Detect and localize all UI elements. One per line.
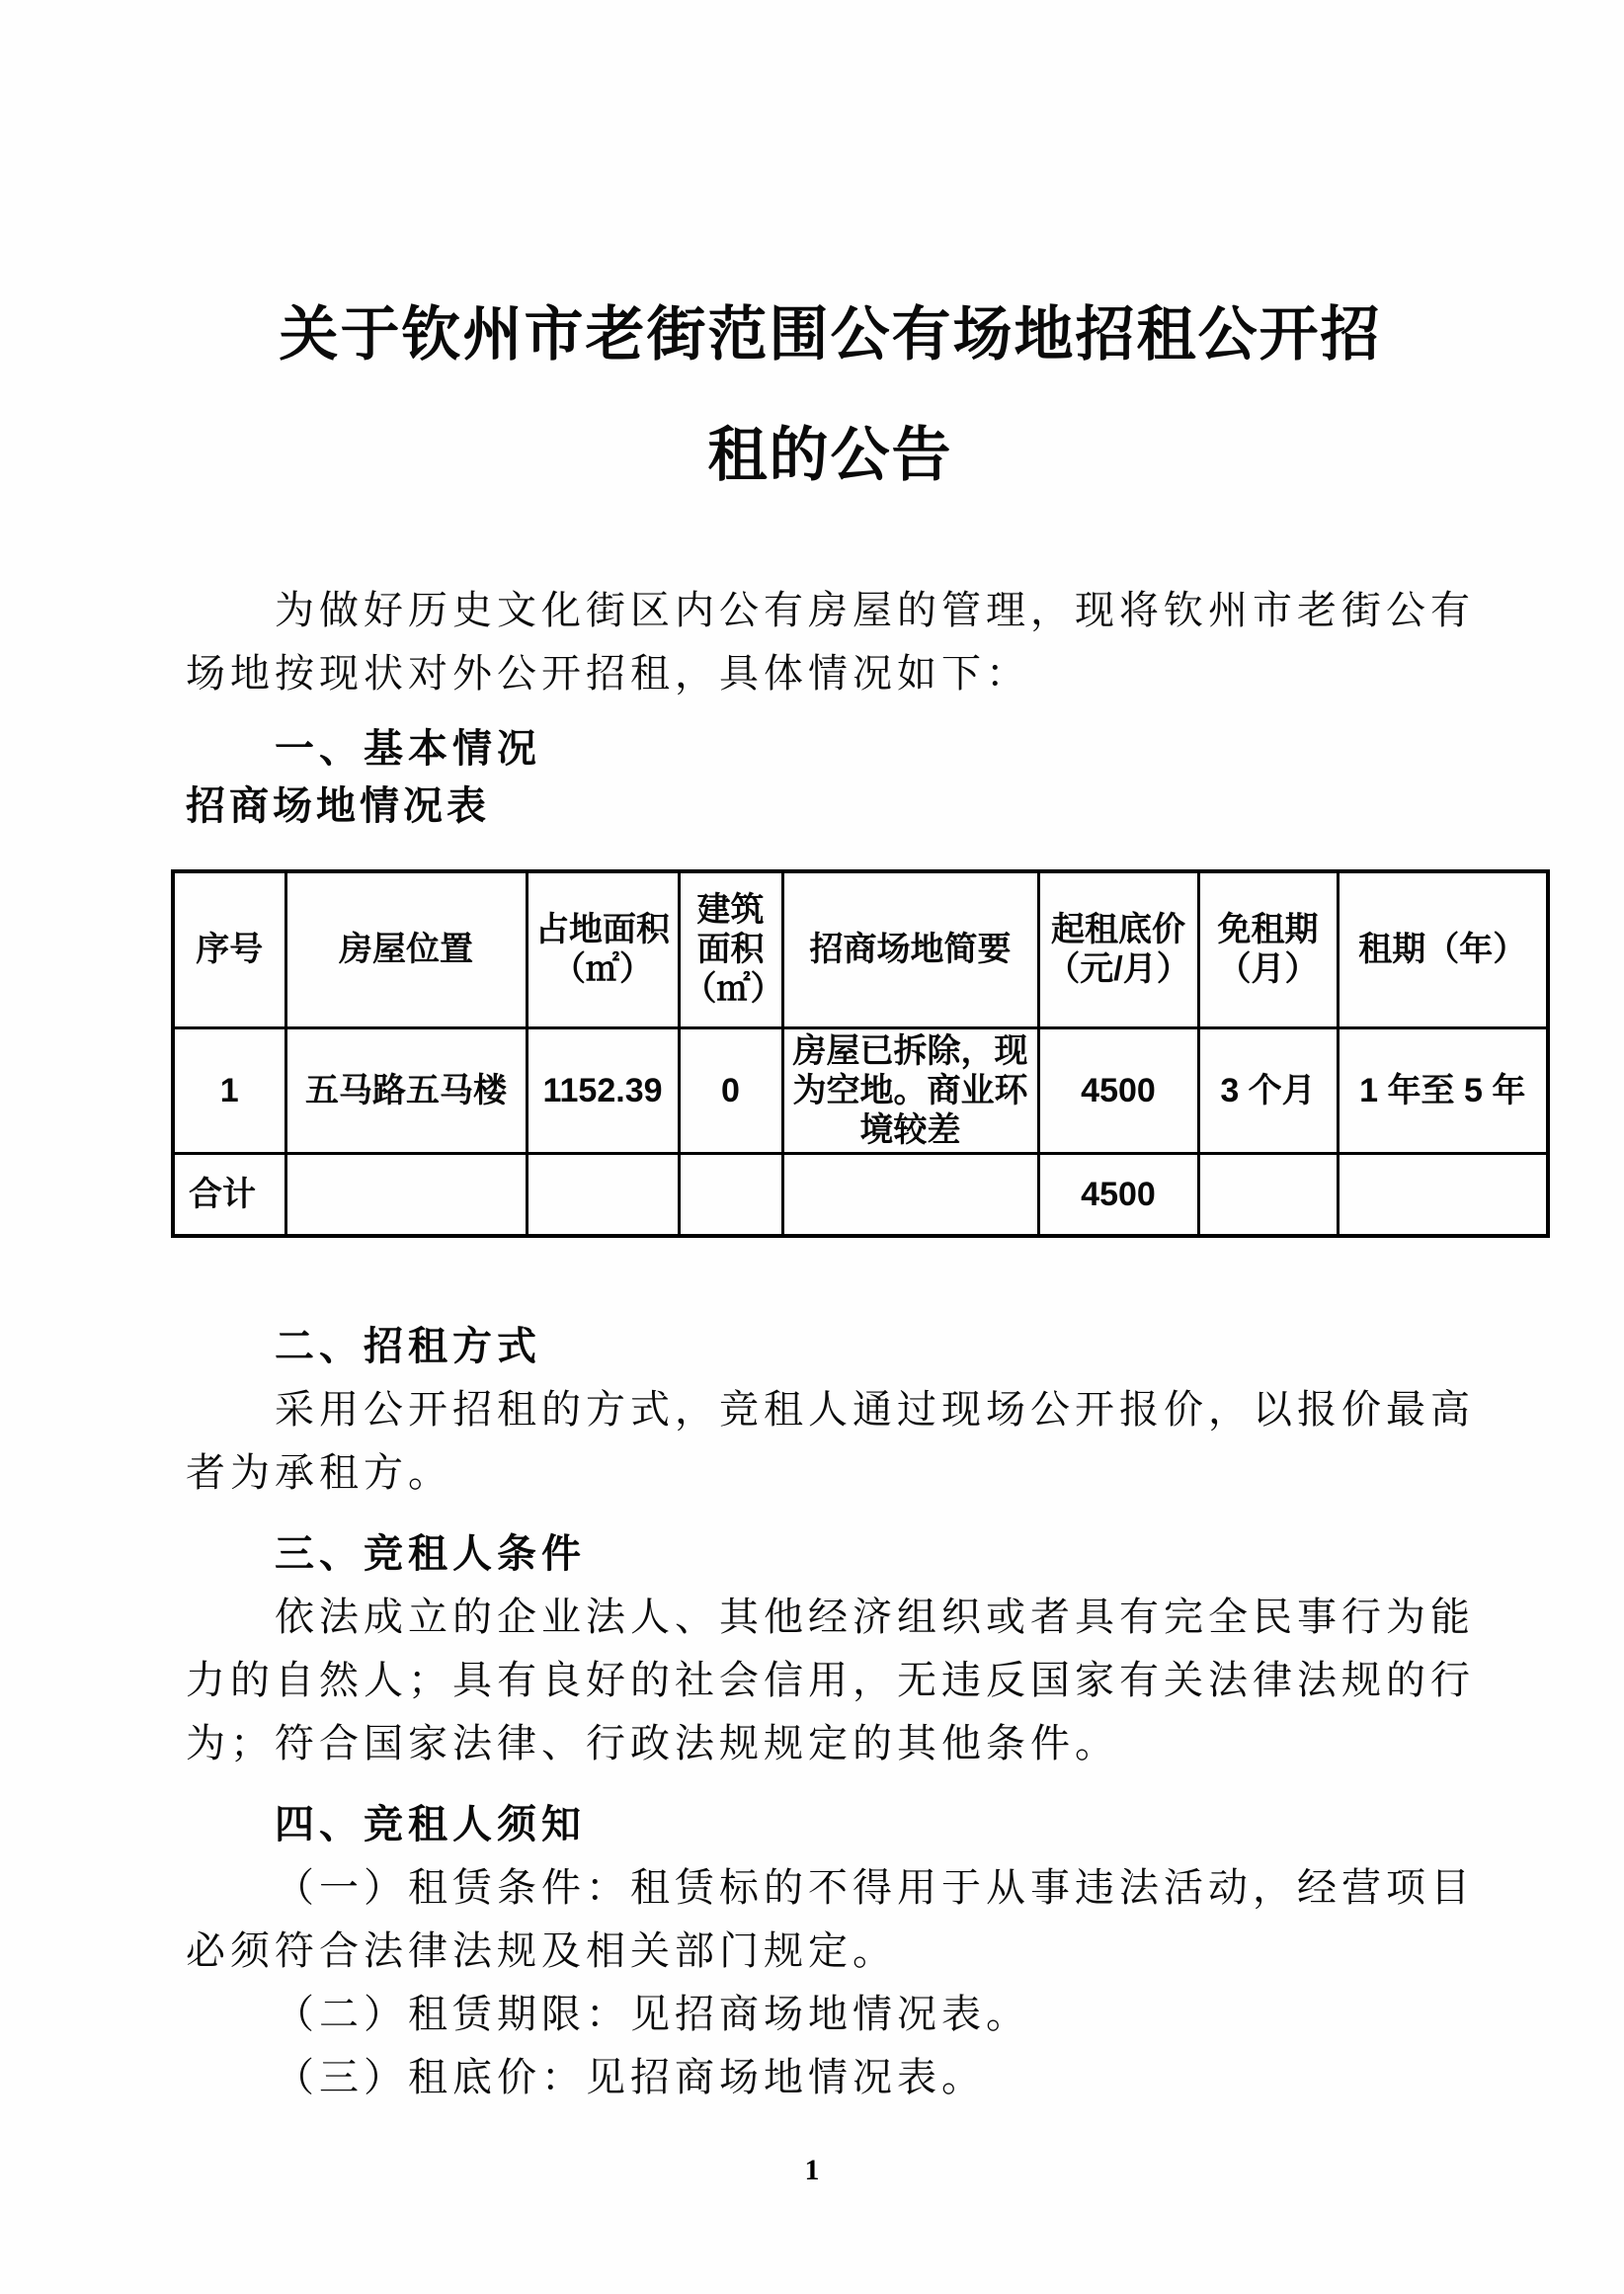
- cell-total-building-area: [679, 1153, 782, 1236]
- col-header-lease-term: 租期（年）: [1338, 871, 1548, 1027]
- venue-table: [171, 869, 1550, 1238]
- intro-paragraph: 为做好历史文化街区内公有房屋的管理，现将钦州市老街公有场地按现状对外公开招租，具体情况如下：: [186, 589, 1475, 696]
- table-row-total: [173, 1153, 1548, 1236]
- cell-total-rent-free-period: [1198, 1153, 1338, 1236]
- col-header-seq-no: 序号: [173, 871, 285, 1027]
- cell-total-site-summary: [782, 1153, 1038, 1236]
- page-number: 1: [804, 2154, 820, 2186]
- col-header-house-location: 房屋位置: [285, 871, 527, 1027]
- rental-method-paragraph: 采用公开招租的方式，竞租人通过现场公开报价，以报价最高者为承租方。: [186, 1388, 1475, 1495]
- title-line-1: 关于钦州市老街范围公有场地招租公开招: [279, 301, 1382, 368]
- cell-land-area: 1152.39: [527, 1027, 679, 1153]
- title-line-2: 租的公告: [707, 422, 953, 488]
- col-header-building-area: 建筑面积（㎡）: [679, 871, 782, 1027]
- col-header-site-summary: 招商场地简要: [782, 871, 1038, 1027]
- cell-site-summary: 房屋已拆除，现为空地。商业环境较差: [782, 1027, 1038, 1153]
- cell-total-label: 合计: [173, 1153, 285, 1236]
- section-heading-rental-method: 二、招租方式: [275, 1325, 541, 1368]
- col-header-rent-free-period: 免租期（月）: [1198, 871, 1338, 1027]
- cell-rent-free-period: 3 个月: [1198, 1027, 1338, 1153]
- section-heading-bidder-conditions: 三、竞租人条件: [275, 1532, 586, 1576]
- col-header-land-area: 占地面积（㎡）: [527, 871, 679, 1027]
- document-sections: [186, 1315, 1475, 2109]
- cell-lease-term: 1 年至 5 年: [1338, 1027, 1548, 1153]
- bidder-note-item-2: （二）租赁期限：见招商场地情况表。: [275, 1993, 1030, 2036]
- cell-seq-no: 1: [173, 1027, 285, 1153]
- section-heading-bidder-notes: 四、竞租人须知: [275, 1803, 586, 1846]
- cell-total-starting-rent: 4500: [1038, 1153, 1198, 1236]
- table-row-1: [173, 1027, 1548, 1153]
- bidder-note-item-1: （一）租赁条件：租赁标的不得用于从事违法活动，经营项目必须符合法律法规及相关部门规定。: [186, 1866, 1475, 1973]
- cell-total-lease-term: [1338, 1153, 1548, 1236]
- bidder-note-item-3: （三）租底价：见招商场地情况表。: [275, 2056, 986, 2099]
- cell-house-location: 五马路五马楼: [285, 1027, 527, 1153]
- col-header-starting-rent: 起租底价（元/月）: [1038, 871, 1198, 1027]
- cell-total-land-area: [527, 1153, 679, 1236]
- cell-total-house-location: [285, 1153, 527, 1236]
- table-caption: 招商场地情况表: [186, 784, 490, 828]
- section-heading-basic-info: 一、基本情况: [275, 727, 541, 771]
- bidder-conditions-paragraph: 依法成立的企业法人、其他经济组织或者具有完全民事行为能力的自然人；具有良好的社会信用，无违反国家有关法律法规的行为；符合国家法律、行政法规规定的其他条件。: [186, 1596, 1475, 1765]
- document-content: [186, 0, 1527, 2109]
- table-header-row: [173, 871, 1548, 1027]
- document-title: [186, 0, 1475, 516]
- cell-starting-rent: 4500: [1038, 1027, 1198, 1153]
- cell-building-area: 0: [679, 1027, 782, 1153]
